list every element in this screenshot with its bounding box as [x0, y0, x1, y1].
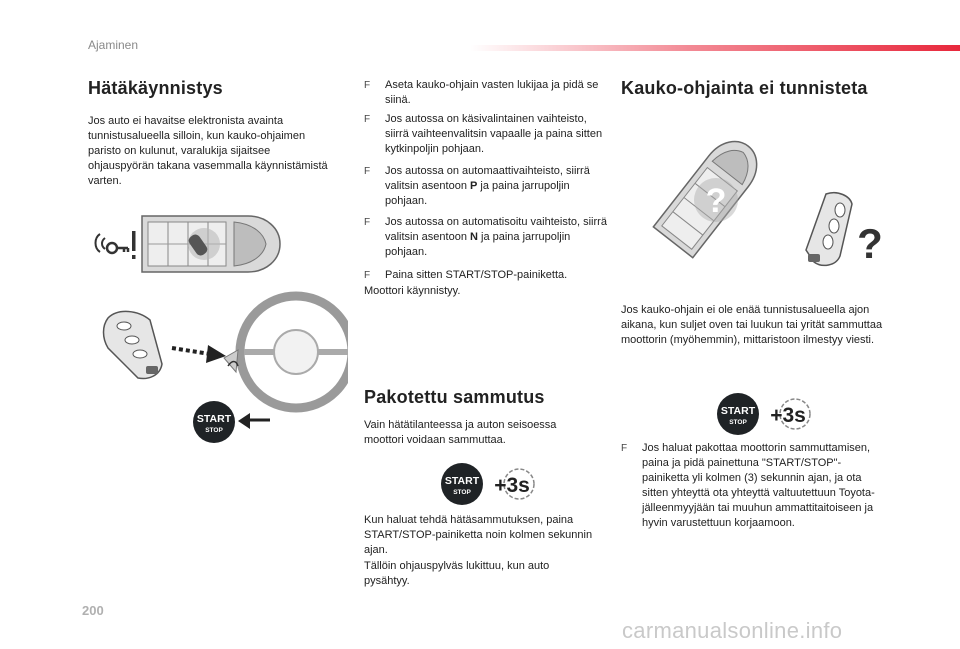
bullet-item — [364, 112, 614, 160]
start-label: START — [196, 413, 232, 425]
bullet-text: Jos haluat pakottaa moottorin sammuttamisen, paina ja pidä painettuna "START/STOP"-painiketta yli kolmen (3) sekunnin ajan, ja ota sitten yhteyttä ota yhteyttä valtuutettuun Toyota-jälleenmyyjään tai muuhun ammattitaitoiseen ja hyvin varustettuun korjaamoon. — [642, 442, 875, 529]
bullet-marker: F — [621, 443, 628, 454]
bullet-marker: F — [364, 80, 371, 91]
forced-shutdown-text-2: Tällöin ohjauspylväs lukittuu, kun auto pysähtyy. — [364, 560, 550, 587]
start-label: START — [720, 405, 756, 417]
bullet-item — [364, 78, 614, 110]
bullet-text: Jos autossa on käsivalintainen vaihteisto, siirrä vaihteenvalitsin vapaalle ja paina sitten kytkinpoljin pohjaan. — [385, 113, 603, 155]
bullet-text: Paina sitten START/STOP-painiketta. — [385, 269, 568, 281]
emergency-start-title: Hätäkäynnistys — [88, 78, 223, 98]
page-number: 200 — [82, 603, 104, 618]
remote-not-detected-text: Jos kauko-ohjain ei ole enää tunnistusalueella ajon aikana, kun suljet oven tai luukun tai yrität sammuttaa moottorin (myöhemmin), mittaristoon ilmestyy viesti. — [621, 304, 883, 346]
stop-label: STOP — [729, 419, 747, 426]
key-fob-question-illustration — [796, 190, 896, 272]
bullet-text: Aseta kauko-ohjain vasten lukijaa ja pidä se siinä. — [385, 79, 599, 106]
watermark: carmanualsonline.info — [622, 618, 843, 643]
start-label: START — [444, 475, 480, 487]
start-stop-3s-icon — [440, 462, 540, 508]
start-stop-3s-icon — [716, 392, 816, 438]
stop-label: STOP — [205, 427, 223, 434]
forced-shutdown-intro: Vain hätätilanteessa ja auton seisoessa moottori voidaan sammuttaa. — [364, 419, 557, 446]
van-top-view-illustration — [138, 208, 284, 280]
forced-shutdown-title: Pakotettu sammutus — [364, 387, 545, 407]
bullet-marker: F — [364, 114, 371, 125]
plus-3s-label: +3s — [770, 404, 806, 427]
emergency-start-intro: Jos auto ei havaitse elektronista avainta tunnistusalueella silloin, kun kauko-ohjaimen paristo on kulunut, varalukija sijaitsee ohjauspyörän takana vasemmalla käynnistämistä varten. — [88, 115, 328, 187]
key-warning-icon — [90, 228, 138, 264]
question-mark-label: ? — [857, 220, 883, 267]
bullet-text-p: Jos autossa on automaattivaihteisto, siirrä valitsin asentoon P ja paina jarrupoljin pohjaan. — [385, 165, 590, 207]
start-stop-button-icon — [192, 400, 272, 446]
steering-wheel-illustration — [218, 288, 348, 416]
bullet-marker: F — [364, 270, 371, 281]
engine-starts-text: Moottori käynnistyy. — [364, 285, 461, 297]
forced-shutdown-text: Kun haluat tehdä hätäsammutuksen, paina START/STOP-painiketta noin kolmen sekunnin ajan. — [364, 514, 593, 556]
bullet-item — [364, 164, 614, 212]
section-header: Ajaminen — [88, 38, 139, 52]
bullet-item — [621, 441, 891, 569]
key-fob-illustration — [98, 308, 168, 382]
bullet-marker: F — [364, 166, 371, 177]
remote-not-detected-title: Kauko-ohjainta ei tunnisteta — [621, 78, 868, 98]
van-question-illustration — [640, 130, 780, 260]
plus-3s-label: +3s — [494, 474, 530, 497]
question-mark-label: ? — [705, 182, 727, 220]
bullet-item — [364, 268, 614, 284]
header-accent-bar — [470, 45, 960, 51]
bullet-text-n: Jos autossa on automatisoitu vaihteisto, siirrä valitsin asentoon N ja paina jarrupoljin pohjaan. — [385, 216, 607, 258]
stop-label: STOP — [453, 489, 471, 496]
bullet-item — [364, 215, 614, 263]
bullet-marker: F — [364, 217, 371, 228]
